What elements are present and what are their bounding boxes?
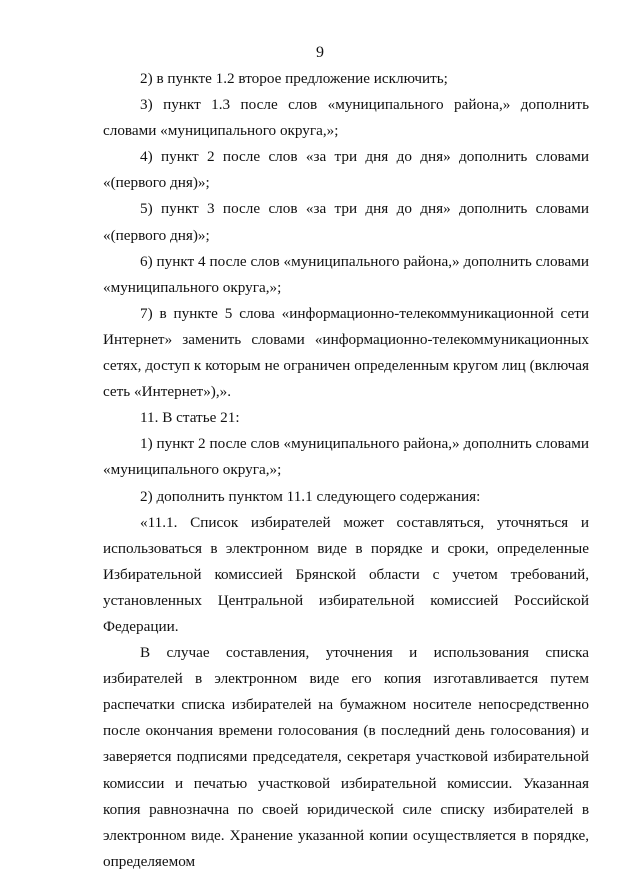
- document-body: [103, 66, 589, 875]
- paragraph: 2) в пункте 1.2 второе предложение исключить;: [140, 70, 448, 87]
- paragraph: 2) дополнить пунктом 11.1 следующего содержания:: [140, 487, 481, 505]
- paragraph-continued: В случае составления, уточнения и использования списка избирателей в электронном виде его копия изготавливается путем распечатки списка избирателей на бумажном носителе непосредственно после окончания времени голосования (в последний день голосования) и заверяется подписями председателя, секретаря участковой избирательной комиссии и печатью участковой избирательной комиссии. Указанная копия равнозначна по своей юридической силе списку избирателей в электронном виде. Хранение указанной копии осуществляется в порядке, определяемом: [103, 644, 589, 870]
- paragraph: 11. В статье 21:: [140, 409, 240, 427]
- paragraph: 7) в пункте 5 слова «информационно-телекоммуникационной сети Интернет» заменить словами «информационно-телекоммуникационных сетях, доступ к которым не ограничен определенным кругом лиц (включая сеть «Интернет»),».: [103, 304, 589, 401]
- paragraph: 5) пункт 3 после слов «за три дня до дня» дополнить словами «(первого дня)»;: [103, 200, 589, 244]
- paragraph: 3) пункт 1.3 после слов «муниципального района,» дополнить словами «муниципального округа,»;: [103, 96, 589, 140]
- page-number: 9: [316, 44, 324, 61]
- paragraph: 1) пункт 2 после слов «муниципального района,» дополнить словами «муниципального округа,»;: [103, 435, 589, 479]
- paragraph: «11.1. Список избирателей может составляться, уточняться и использоваться в электронном виде в порядке и сроки, определенные Избирательной комиссией Брянской области с учетом требований, установленных Центральной избирательной комиссией Российской Федерации.: [103, 513, 589, 635]
- paragraph: 4) пункт 2 после слов «за три дня до дня» дополнить словами «(первого дня)»;: [103, 148, 589, 192]
- paragraph: 6) пункт 4 после слов «муниципального района,» дополнить словами «муниципального округа,»;: [103, 252, 589, 296]
